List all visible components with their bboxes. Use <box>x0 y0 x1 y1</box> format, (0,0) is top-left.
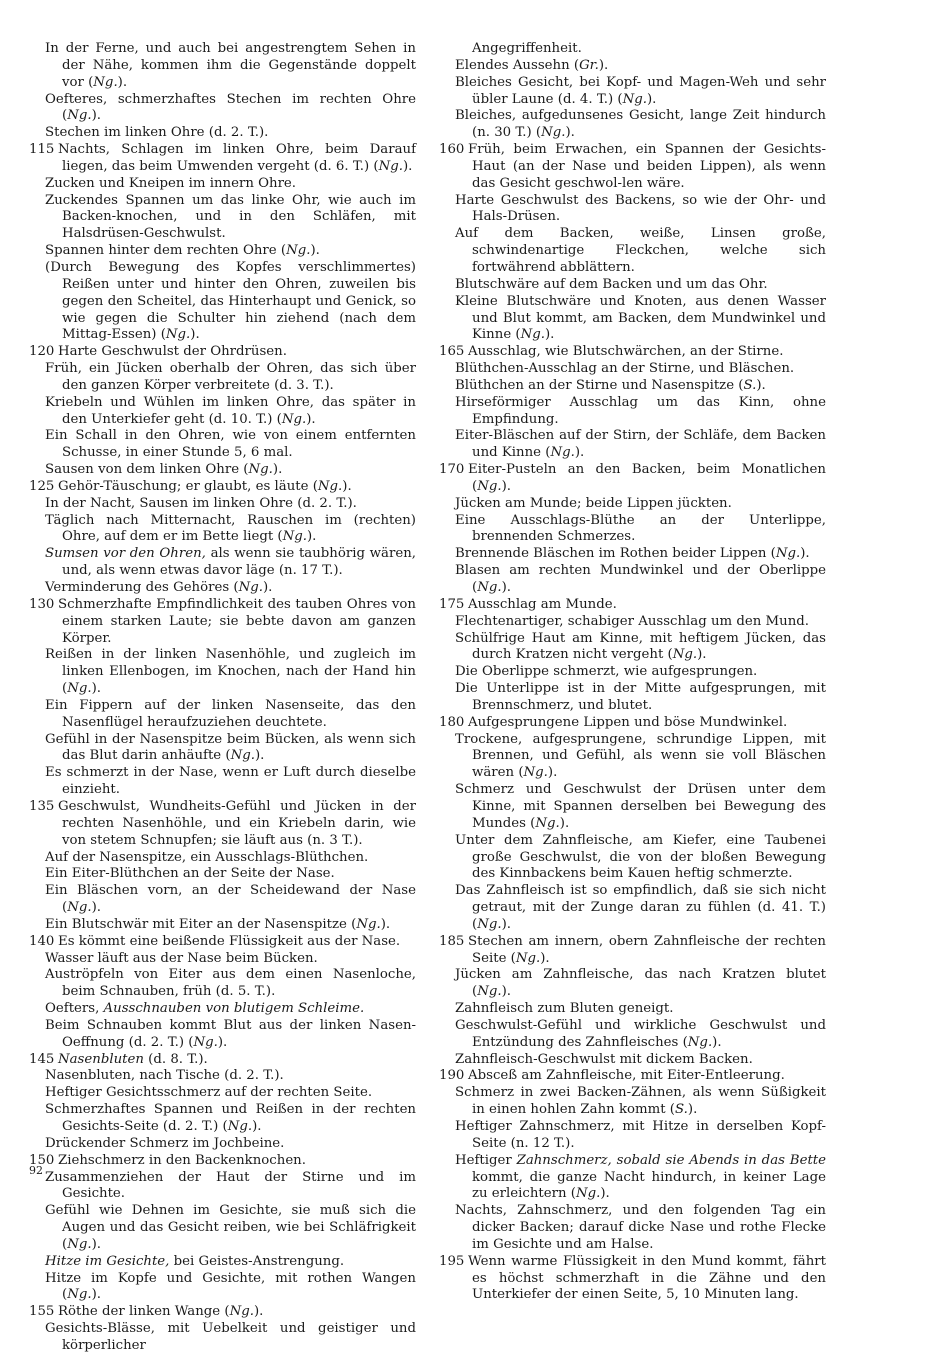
entry-number: 150 <box>29 1152 55 1168</box>
entry-text: Ausschlag, wie Blutschwärchen, an der Stirne. <box>468 344 784 360</box>
entry-text: (Durch Bewegung des Kopfes verschlimmertes) Reißen unter und hinter den Ohren, zuweilen bis gegen den Scheitel, das Hinterhaupt und Genick, so wie gegen die Schulter hin ziehend (nach dem Mittag-Essen) (Ng.). <box>45 259 416 343</box>
entry-text: Röthe der linken Wange (Ng.). <box>58 1304 264 1320</box>
entry-text: Ein Schall in den Ohren, wie von einem entfernten Schusse, in einer Stunde 5, 6 mal. <box>45 428 416 461</box>
entry-text: Sumsen vor den Ohren, als wenn sie taubhörig wären, und, als wenn etwas davor läge (n. 17 T.). <box>45 546 416 579</box>
entry-text: Bleiches Gesicht, bei Kopf- und Magen-Weh und sehr übler Laune (d. 4. T.) (Ng.). <box>455 74 826 107</box>
entry-text: Das Zahnfleisch ist so empfindlich, daß sie sich nicht getraut, mit der Zunge daran zu fühlen (d. 41. T.) (Ng.). <box>455 883 826 932</box>
entry-text: Blüthchen an der Stirne und Nasenspitze (S.). <box>455 377 766 393</box>
entry-number: 165 <box>439 344 465 360</box>
symptom-entry <box>439 967 826 1001</box>
symptom-entry <box>29 513 416 547</box>
entry-text: Ziehschmerz in den Backenknochen. <box>58 1152 306 1168</box>
symptom-entry <box>29 1001 416 1018</box>
entry-text: Es kömmt eine beißende Flüssigkeit aus der Nase. <box>58 933 401 949</box>
symptom-entry <box>439 934 826 968</box>
entry-text: Schmerzhafte Empfindlichkeit des tauben Ohres von einem starken Laute; sie bebte davon am ganzen Körper. <box>58 596 416 646</box>
entry-text: Ein Bläschen vorn, an der Scheidewand der Nase (Ng.). <box>45 883 416 916</box>
entry-text: Gefühl wie Dehnen im Gesichte, sie muß sich die Augen und das Gesicht reiben, wie bei Schläfrigkeit (Ng.). <box>45 1203 416 1252</box>
entry-text: Elendes Aussehn (Gr.). <box>455 57 609 73</box>
symptom-entry <box>29 732 416 766</box>
symptom-entry <box>29 41 416 92</box>
symptom-entry <box>439 782 826 833</box>
entry-text: Schmerzhaftes Spannen und Reißen in der rechten Gesichts-Seite (d. 2. T.) (Ng.). <box>45 1102 416 1134</box>
right-column <box>439 41 826 1304</box>
symptom-entry <box>439 631 826 665</box>
entry-text: Heftiger Zahnschmerz, sobald sie Abends in das Bette kommt, die ganze Nacht hindurch, in keiner Lage zu erleichtern (Ng.). <box>455 1152 826 1202</box>
entry-text: Schülfrige Haut am Kinne, mit heftigem Jücken, das durch Kratzen nicht vergeht (Ng.). <box>455 630 826 663</box>
entry-text: Trockene, aufgesprungene, schrundige Lippen, mit Brennen, und Gefühl, als wenn sie voll Bläschen wären (Ng.). <box>455 731 826 781</box>
symptom-entry <box>29 176 416 193</box>
entry-text: Wenn warme Flüssigkeit in den Mund kommt, fährt es höchst schmerzhaft in die Zähne und den Unterkiefer der einen Seite, 5, 10 Minuten lang. <box>468 1253 826 1303</box>
symptom-entry <box>439 75 826 109</box>
entry-text: Schmerz und Geschwulst der Drüsen unter dem Kinne, mit Spannen derselben bei Bewegung des Mundes (Ng.). <box>455 782 826 831</box>
entry-text: Spannen hinter dem rechten Ohre (Ng.). <box>45 243 320 259</box>
symptom-entry <box>29 260 416 344</box>
symptom-entry <box>439 833 826 884</box>
entry-text: Gefühl in der Nasenspitze beim Bücken, als wenn sich das Blut darin anhäufte (Ng.). <box>45 731 416 764</box>
symptom-entry <box>29 193 416 244</box>
entry-text: Zahnfleisch-Geschwulst mit dickem Backen. <box>455 1051 753 1067</box>
entry-text: Früh, beim Erwachen, ein Spannen der Gesichts-Haut (an der Nase und beiden Lippen), als wenn das Gesicht geschwol-len wäre. <box>468 142 826 191</box>
entry-text: Kleine Blutschwäre und Knoten, aus denen Wasser und Blut kommt, am Backen, dem Mundwinkel und Kinne (Ng.). <box>455 293 826 343</box>
symptom-entry <box>29 1085 416 1102</box>
symptom-entry <box>29 934 416 951</box>
entry-text: Eine Ausschlags-Blüthe an der Unterlippe, brennenden Schmerzes. <box>455 512 826 545</box>
symptom-entry <box>29 428 416 462</box>
entry-number: 115 <box>29 142 55 158</box>
symptom-entry <box>439 1153 826 1204</box>
entry-text: In der Ferne, und auch bei angestrengtem Sehen in der Nähe, kommen ihm die Gegenstände doppelt vor (Ng.). <box>45 41 416 90</box>
entry-text: In der Nacht, Sausen im linken Ohre (d. 2. T.). <box>45 495 357 511</box>
symptom-entry <box>29 698 416 732</box>
symptom-entry <box>29 1254 416 1271</box>
symptom-entry <box>29 1153 416 1170</box>
symptom-entry <box>29 597 416 648</box>
entry-text: Blasen am rechten Mundwinkel und der Oberlippe (Ng.). <box>455 563 826 595</box>
entry-number: 180 <box>439 714 465 730</box>
entry-text: Stechen im linken Ohre (d. 2. T.). <box>45 125 269 141</box>
entry-text: Gehör-Täuschung; er glaubt, es läute (Ng.). <box>58 478 352 494</box>
entry-text: Nachts, Zahnschmerz, und den folgenden Tag ein dicker Backen; darauf dicke Nase und rothe Flecke im Gesichte und am Halse. <box>455 1203 826 1252</box>
symptom-entry <box>29 799 416 850</box>
symptom-entry <box>29 344 416 361</box>
symptom-entry <box>439 395 826 429</box>
entry-text: Oefteres, schmerzhaftes Stechen im rechten Ohre (Ng.). <box>45 91 416 124</box>
entry-number: 120 <box>29 344 55 360</box>
entry-text: Drückender Schmerz im Jochbeine. <box>45 1135 285 1151</box>
entry-number: 125 <box>29 478 55 494</box>
symptom-entry <box>439 1085 826 1119</box>
symptom-entry <box>29 647 416 698</box>
entry-text: Flechtenartiger, schabiger Ausschlag um den Mund. <box>455 613 810 629</box>
symptom-entry <box>439 462 826 496</box>
entry-text: Harte Geschwulst des Backens, so wie der Ohr- und Hals-Drüsen. <box>455 192 826 225</box>
symptom-entry <box>439 597 826 614</box>
symptom-entry <box>29 1203 416 1254</box>
entry-number: 195 <box>439 1253 465 1269</box>
symptom-entry <box>439 428 826 462</box>
entry-text: Bleiches, aufgedunsenes Gesicht, lange Zeit hindurch (n. 30 T.) (Ng.). <box>455 108 826 141</box>
symptom-entry <box>439 563 826 597</box>
entry-text: Harte Geschwulst der Ohrdrüsen. <box>58 344 287 360</box>
entry-text: Ausschlag am Munde. <box>468 596 617 612</box>
entry-text: Hitze im Gesichte, bei Geistes-Anstrengung. <box>45 1253 345 1269</box>
symptom-entry <box>439 1254 826 1305</box>
entry-text: Blüthchen-Ausschlag an der Stirne, und Bläschen. <box>455 361 795 377</box>
entry-text: Reißen in der linken Nasenhöhle, und zugleich im linken Ellenbogen, im Knochen, nach der Hand hin (Ng.). <box>45 647 416 697</box>
symptom-entry <box>439 681 826 715</box>
entry-text: Wasser läuft aus der Nase beim Bücken. <box>45 950 318 966</box>
symptom-entry <box>439 614 826 631</box>
entry-text: Unter dem Zahnfleische, am Kiefer, eine Taubenei große Geschwulst, die von der bloßen Bewegung des Kinnbackens beim Kauen heftig schmerzte. <box>455 832 826 882</box>
entry-text: Schmerz in zwei Backen-Zähnen, als wenn Süßigkeit in einen hohlen Zahn kommt (S.). <box>455 1085 826 1118</box>
symptom-entry <box>29 361 416 395</box>
entry-number: 160 <box>439 142 465 158</box>
symptom-entry <box>29 1102 416 1136</box>
symptom-entry <box>439 277 826 294</box>
symptom-entry <box>29 580 416 597</box>
entry-text: Eiter-Pusteln an den Backen, beim Monatlichen (Ng.). <box>468 462 826 494</box>
symptom-entry <box>29 92 416 126</box>
symptom-entry <box>439 1052 826 1069</box>
entry-number: 145 <box>29 1051 55 1067</box>
symptom-entry <box>439 226 826 277</box>
symptom-entry <box>439 546 826 563</box>
symptom-entry <box>439 1068 826 1085</box>
symptom-entry <box>439 1203 826 1254</box>
entry-text: Hitze im Kopfe und Gesichte, mit rothen Wangen (Ng.). <box>45 1270 416 1303</box>
entry-text: Zahnfleisch zum Bluten geneigt. <box>455 1001 674 1017</box>
symptom-entry <box>29 1068 416 1085</box>
entry-text: Jücken am Munde; beide Lippen jückten. <box>455 495 732 511</box>
entry-text: Nachts, Schlagen im linken Ohre, beim Darauf liegen, das beim Umwenden vergeht (d. 6. T.) (Ng.). <box>58 142 416 174</box>
symptom-entry <box>29 1136 416 1153</box>
entry-text: Es schmerzt in der Nase, wenn er Luft durch dieselbe einzieht. <box>45 765 416 798</box>
symptom-entry <box>29 850 416 867</box>
symptom-entry <box>29 1321 416 1355</box>
left-column <box>29 41 416 1355</box>
entry-number: 140 <box>29 933 55 949</box>
symptom-entry <box>29 1304 416 1321</box>
symptom-entry <box>29 125 416 142</box>
entry-text: Die Unterlippe ist in der Mitte aufgesprungen, mit Brennschmerz, und blutet. <box>455 681 826 713</box>
entry-text: Verminderung des Gehöres (Ng.). <box>45 580 273 595</box>
symptom-entry <box>29 883 416 917</box>
symptom-entry <box>29 243 416 260</box>
symptom-entry <box>29 967 416 1001</box>
symptom-entry <box>29 1271 416 1305</box>
continued-entry <box>439 41 826 58</box>
symptom-entry <box>29 142 416 176</box>
entry-text: Ein Fippern auf der linken Nasenseite, das den Nasenflügel heraufzuziehen deuchtete. <box>45 697 416 730</box>
symptom-entry <box>29 546 416 580</box>
symptom-entry <box>29 1018 416 1052</box>
symptom-entry <box>29 395 416 429</box>
symptom-entry <box>439 1001 826 1018</box>
entry-text: Früh, ein Jücken oberhalb der Ohren, das sich über den ganzen Körper verbreitete (d. 3. T.). <box>45 361 416 393</box>
entry-text: Angegriffenheit. <box>472 41 582 56</box>
entry-text: Blutschwäre auf dem Backen und um das Ohr. <box>455 276 768 292</box>
entry-text: Die Oberlippe schmerzt, wie aufgesprungen. <box>455 664 758 680</box>
symptom-entry <box>29 479 416 496</box>
entry-text: Hirseförmiger Ausschlag um das Kinn, ohne Empfindung. <box>455 394 826 427</box>
symptom-entry <box>29 951 416 968</box>
entry-text: Auf der Nasenspitze, ein Ausschlags-Blüthchen. <box>45 849 369 865</box>
symptom-entry <box>439 142 826 193</box>
entry-text: Beim Schnauben kommt Blut aus der linken Nasen-Oeffnung (d. 2. T.) (Ng.). <box>45 1017 416 1050</box>
entry-text: Ein Eiter-Blüthchen an der Seite der Nase. <box>45 866 335 882</box>
entry-number: 170 <box>439 462 465 478</box>
entry-text: Auströpfeln von Eiter aus dem einen Nasenloche, beim Schnauben, früh (d. 5. T.). <box>45 967 416 1000</box>
symptom-entry <box>29 496 416 513</box>
entry-number: 135 <box>29 798 55 814</box>
symptom-entry <box>439 378 826 395</box>
entry-text: Absceß am Zahnfleische, mit Eiter-Entleerung. <box>468 1068 785 1084</box>
entry-text: Ein Blutschwär mit Eiter an der Nasenspitze (Ng.). <box>45 916 391 932</box>
symptom-entry <box>439 344 826 361</box>
symptom-entry <box>439 108 826 142</box>
entry-number: 185 <box>439 933 465 949</box>
symptom-entry <box>439 732 826 783</box>
symptom-entry <box>439 715 826 732</box>
symptom-entry <box>29 1170 416 1204</box>
entry-text: Stechen am innern, obern Zahnfleische der rechten Seite (Ng.). <box>468 933 826 966</box>
symptom-entry <box>439 513 826 547</box>
entry-text: Jücken am Zahnfleische, das nach Kratzen blutet (Ng.). <box>455 967 826 1000</box>
symptom-entry <box>29 1052 416 1069</box>
symptom-entry <box>439 496 826 513</box>
entry-number: 130 <box>29 596 55 612</box>
entry-text: Brennende Bläschen im Rothen beider Lippen (Ng.). <box>455 546 810 562</box>
symptom-entry <box>29 765 416 799</box>
entry-text: Zusammenziehen der Haut der Stirne und im Gesichte. <box>45 1169 416 1202</box>
entry-text: Geschwulst-Gefühl und wirkliche Geschwulst und Entzündung des Zahnfleisches (Ng.). <box>455 1017 826 1050</box>
entry-text: Heftiger Gesichtsschmerz auf der rechten Seite. <box>45 1085 373 1101</box>
entry-text: Sausen von dem linken Ohre (Ng.). <box>45 462 283 478</box>
symptom-entry <box>29 462 416 479</box>
symptom-entry <box>439 1119 826 1153</box>
entry-text: Nasenbluten (d. 8. T.). <box>58 1051 208 1067</box>
symptom-entry <box>439 664 826 681</box>
entry-text: Kriebeln und Wühlen im linken Ohre, das später in den Unterkiefer geht (d. 10. T.) (Ng.). <box>45 394 416 427</box>
symptom-entry <box>439 883 826 934</box>
symptom-entry <box>29 917 416 934</box>
entry-text: Eiter-Bläschen auf der Stirn, der Schläfe, dem Backen und Kinne (Ng.). <box>455 428 826 461</box>
entry-text: Zucken und Kneipen im innern Ohre. <box>45 175 297 191</box>
entry-text: Nasenbluten, nach Tische (d. 2. T.). <box>45 1068 284 1084</box>
symptom-entry <box>29 866 416 883</box>
entry-text: Täglich nach Mitternacht, Rauschen im (rechten) Ohre, auf dem er im Bette liegt (Ng.). <box>45 512 416 545</box>
symptom-entry <box>439 1018 826 1052</box>
entry-number: 190 <box>439 1068 465 1084</box>
entry-text: Heftiger Zahnschmerz, mit Hitze in derselben Kopf-Seite (n. 12 T.). <box>455 1119 826 1151</box>
entry-text: Oefters, Ausschnauben von blutigem Schleime. <box>45 1001 365 1017</box>
symptom-entry <box>439 58 826 75</box>
entry-text: Zuckendes Spannen um das linke Ohr, wie auch im Backen-knochen, und in den Schläfen, mit Halsdrüsen-Geschwulst. <box>45 192 416 242</box>
entry-text: Geschwulst, Wundheits-Gefühl und Jücken in der rechten Nasenhöhle, und ein Kriebeln darin, wie von stetem Schnupfen; sie läuft aus (n. 3 T.). <box>58 798 416 848</box>
entry-text: Aufgesprungene Lippen und böse Mundwinkel. <box>468 714 788 730</box>
entry-number: 155 <box>29 1304 55 1320</box>
entry-text: Gesichts-Blässe, mit Uebelkeit und geistiger und körperlicher <box>45 1321 416 1353</box>
entry-text: Auf dem Backen, weiße, Linsen große, schwindenartige Fleckchen, welche sich fortwährend abblättern. <box>455 226 826 275</box>
symptom-entry <box>439 294 826 345</box>
symptom-entry <box>439 193 826 227</box>
symptom-entry <box>439 361 826 378</box>
page-number: 92 <box>29 1164 43 1177</box>
entry-number: 175 <box>439 596 465 612</box>
